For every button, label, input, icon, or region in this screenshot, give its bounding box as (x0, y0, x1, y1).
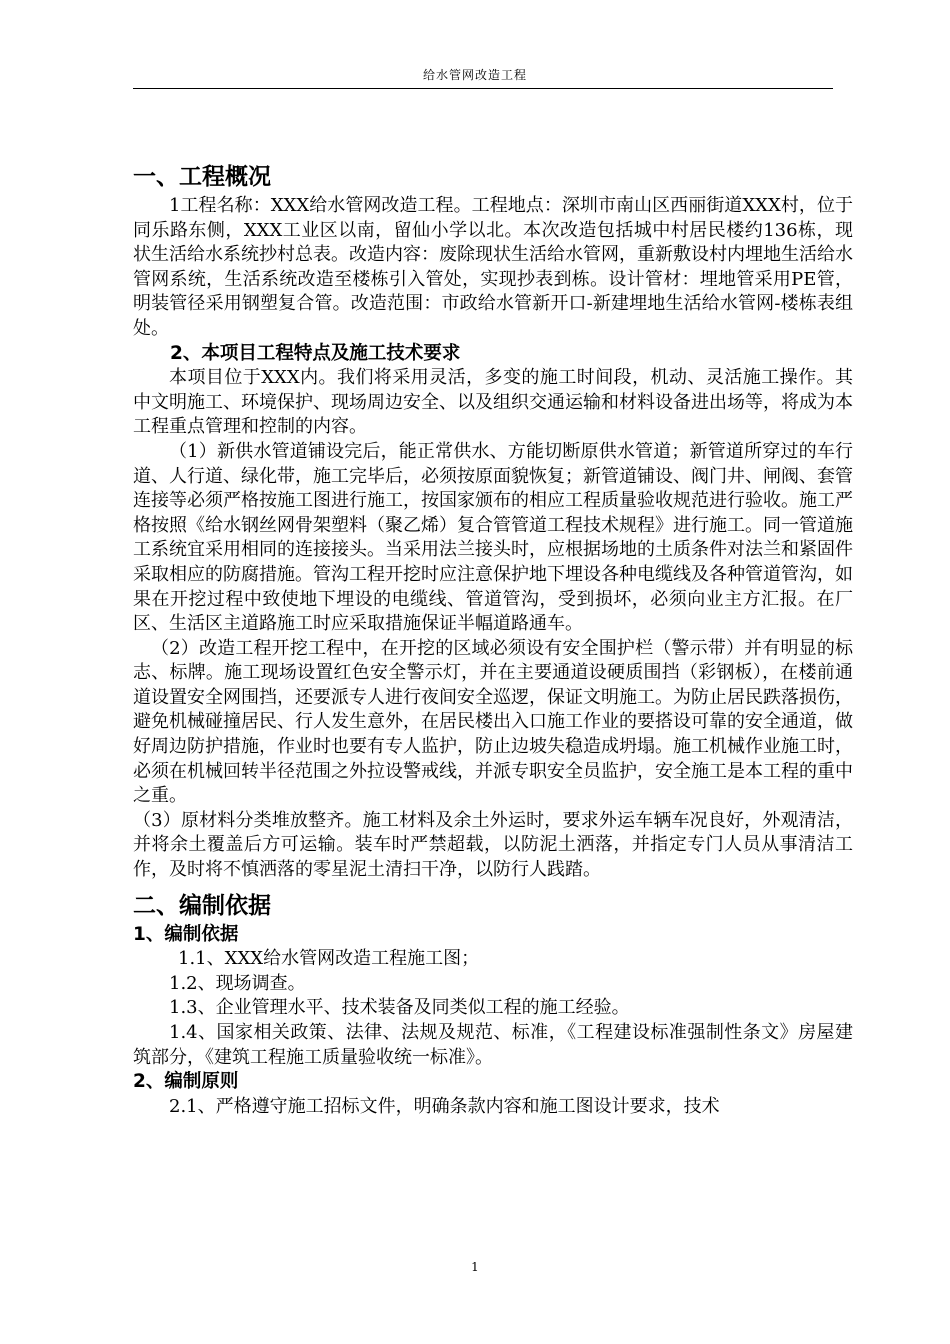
document-body (133, 160, 853, 1119)
paragraph-requirement-2: （2）改造工程开挖工程中，在开挖的区域必须设有安全围护栏（警示带）并有明显的标志、标牌。施工现场设置红色安全警示灯，并在主要通道设硬质围挡（彩钢板），在楼前通道设置安全网围挡，还要派专人进行夜间安全巡逻，保证文明施工。为防止居民跌落损伤，避免机械碰撞居民、行人发生意外，在居民楼出入口施工作业的要搭设可靠的安全通道，做好周边防护措施，作业时也要有专人监护，防止边坡失稳造成坍塌。施工机械作业施工时，必须在机械回转半径范围之外拉设警戒线，并派专职安全员监护，安全施工是本工程的重中之重。 (133, 637, 853, 807)
section-heading-overview: 一、工程概况 (133, 164, 271, 190)
paragraph-requirement-3: （3）原材料分类堆放整齐。施工材料及余土外运时，要求外运车辆车况良好，外观清洁，并将余土覆盖后方可运输。装车时严禁超载，以防泥土洒落，并指定专门人员从事清洁工作，及时将不慎洒落的零星泥土清扫干净，以防行人践踏。 (133, 809, 853, 881)
basis-item-4: 1.4、国家相关政策、法律、法规及规范、标准，《工程建设标准强制性条文》房屋建筑部分，《建筑工程施工质量验收统一标准》。 (133, 1022, 853, 1068)
basis-item-2: 1.2、现场调查。 (169, 972, 306, 994)
basis-item-1: 1.1、XXX给水管网改造工程施工图； (178, 948, 480, 970)
section-heading-basis: 二、编制依据 (133, 892, 271, 919)
page-number: 1 (471, 1260, 479, 1274)
subheading-basis: 1、编制依据 (133, 923, 239, 945)
page-header: 给水管网改造工程 (422, 68, 527, 82)
basis-item-3: 1.3、企业管理水平、技术装备及同类似工程的施工经验。 (169, 997, 630, 1019)
paragraph-project-info: 1工程名称：XXX给水管网改造工程。工程地点：深圳市南山区西丽街道XXX村，位于同乐路东侧，XXX工业区以南，留仙小学以北。本次改造包括城中村居民楼约136栋，现状生活给水系统抄村总表。改造内容：废除现状生活给水管网，重新敷设村内埋地生活给水管网系统，生活系统改造至楼栋引入管处，实现抄表到栋。设计管材：埋地管采用PE管，明装管径采用钢塑复合管。改造范围：市政给水管新开口-新建埋地生活给水管网-楼栋表组处。 (133, 195, 853, 339)
paragraph-project-location: 本项目位于XXX内。我们将采用灵活，多变的施工时间段，机动、灵活施工操作。其中文明施工、环境保护、现场周边安全、以及组织交通运输和材料设备进出场等，将成为本工程重点管理和控制的内容。 (133, 367, 853, 438)
subheading-principles: 2、编制原则 (133, 1071, 239, 1093)
paragraph-principle-1: 2.1、严格遵守施工招标文件，明确条款内容和施工图设计要求，技术 (169, 1095, 720, 1117)
header-divider (133, 88, 833, 89)
paragraph-requirement-1: （1）新供水管道铺设完后，能正常供水、方能切断原供水管道；新管道所穿过的车行道、人行道、绿化带，施工完毕后，必须按原面貌恢复；新管道铺设、阀门井、闸阀、套管连接等必须严格按施工图进行施工，按国家颁布的相应工程质量验收规范进行验收。施工严格按照《给水钢丝网骨架塑料（聚乙烯）复合管管道工程技术规程》进行施工。同一管道施工系统宜采用相同的连接接头。当采用法兰接头时，应根据场地的土质条件对法兰和紧固件采取相应的防腐措施。管沟工程开挖时应注意保护地下埋设各种电缆线及各种管道管沟，如果在开挖过程中致使地下埋设的电缆线、管道管沟，受到损坏，必须向业主方汇报。在厂区、生活区主道路施工时应采取措施保证半幅道路通车。 (133, 440, 853, 635)
subheading-project-features: 2、本项目工程特点及施工技术要求 (170, 342, 461, 364)
